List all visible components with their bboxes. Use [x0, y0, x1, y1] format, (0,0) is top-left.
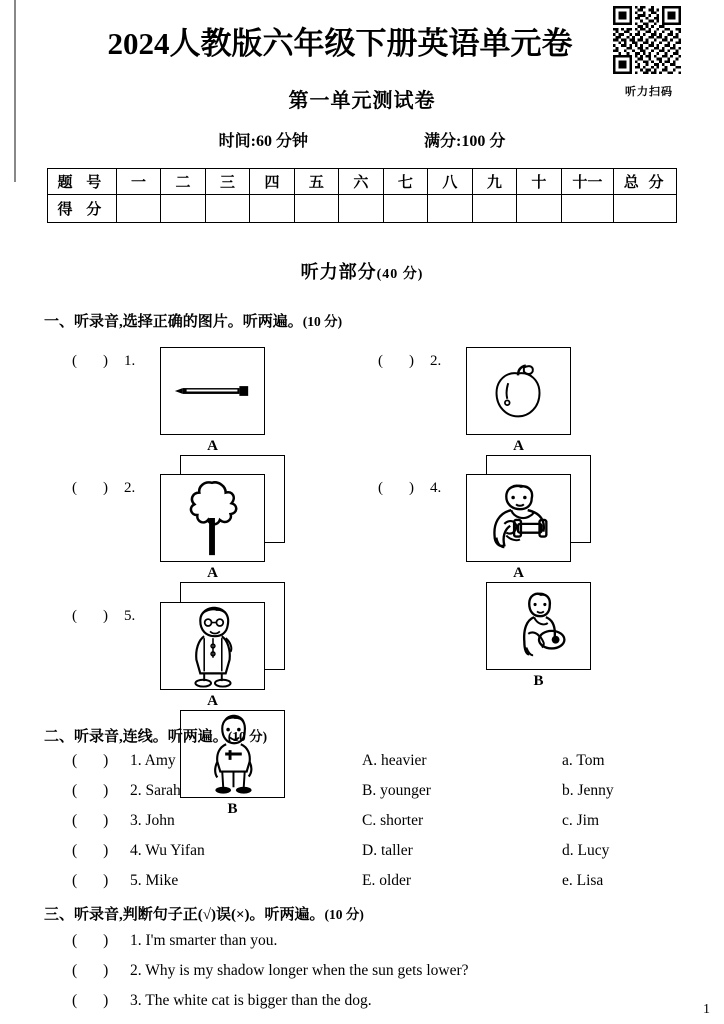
strong-man-icon	[467, 475, 570, 561]
score-cell-9[interactable]	[472, 195, 516, 223]
page-number: 1	[703, 1002, 710, 1017]
option-label-q5-a: A	[207, 693, 218, 709]
option-label-q5-b: B	[227, 801, 238, 817]
option-label-q4-b: B	[533, 673, 544, 689]
score-table-row-label-score: 得 分	[48, 195, 117, 223]
option-label-q1-a: A	[207, 438, 218, 454]
match-left-1: 1. Amy	[130, 752, 176, 769]
long-pencil-icon	[161, 348, 264, 434]
listening-part-title: 听力部分	[300, 262, 377, 282]
time-limit-label: 时间:60 分钟	[218, 133, 308, 150]
picture-frame-q5-a	[160, 602, 265, 690]
score-table-col-total: 总 分	[614, 169, 677, 195]
score-cell-1[interactable]	[116, 195, 160, 223]
score-table-col-8: 八	[428, 169, 472, 195]
picture-frame-q4-a	[466, 474, 571, 562]
judge-text-3: 3. The white cat is bigger than the dog.	[130, 992, 372, 1009]
section-three-points: (10 分)	[324, 907, 364, 922]
question-number-q5: 5.	[124, 608, 136, 624]
picture-frame-q4-b	[486, 582, 591, 670]
match-left-3: 3. John	[130, 812, 175, 829]
picture-frame-q3-a	[160, 474, 265, 562]
boy-icon	[181, 711, 284, 797]
picture-options-q4	[466, 474, 591, 690]
score-cell-5[interactable]	[294, 195, 338, 223]
match-mid-2: B. younger	[362, 782, 431, 799]
option-cell-q1-a[interactable]	[160, 347, 265, 455]
score-table-score-row	[48, 195, 677, 223]
qr-code-label: 听力扫码	[625, 86, 673, 98]
answer-paren-match-3[interactable]: ( )	[72, 812, 109, 829]
match-right-2: b. Jenny	[562, 782, 614, 799]
match-right-4: d. Lucy	[562, 842, 610, 859]
answer-paren-q1[interactable]: ( )	[72, 353, 108, 369]
score-cell-7[interactable]	[383, 195, 427, 223]
answer-paren-match-5[interactable]: ( )	[72, 872, 109, 889]
girl-icon	[161, 603, 264, 689]
option-cell-q2-a[interactable]	[466, 347, 571, 455]
score-table-col-2: 二	[161, 169, 205, 195]
answer-paren-match-2[interactable]: ( )	[72, 782, 109, 799]
judge-text-1: 1. I'm smarter than you.	[130, 932, 278, 949]
score-table-col-7: 七	[383, 169, 427, 195]
picture-frame-q2-a	[466, 347, 571, 435]
picture-frame-q5-b	[180, 710, 285, 798]
option-label-q2-a: A	[513, 438, 524, 454]
option-label-q4-a: A	[513, 565, 524, 581]
answer-paren-judge-3[interactable]: ( )	[72, 992, 109, 1009]
big-apple-icon	[467, 348, 570, 434]
exam-meta-row	[0, 128, 724, 151]
answer-paren-q2[interactable]: ( )	[378, 353, 414, 369]
section-two-heading	[44, 725, 267, 746]
section-three-title: 三、听录音,判断句子正(√)误(×)。听两遍。	[44, 907, 325, 923]
picture-frame-q1-a	[160, 347, 265, 435]
match-left-2: 2. Sarah	[130, 782, 181, 799]
answer-paren-judge-2[interactable]: ( )	[72, 962, 109, 979]
answer-paren-match-4[interactable]: ( )	[72, 842, 109, 859]
total-score-label: 满分:100 分	[424, 133, 506, 150]
section-one-title: 一、听录音,选择正确的图片。听两遍。	[44, 314, 303, 330]
score-table-col-10: 十	[517, 169, 561, 195]
exam-subtitle: 第一单元测试卷	[288, 90, 436, 112]
score-cell-10[interactable]	[517, 195, 561, 223]
section-one-heading	[44, 310, 342, 331]
tall-tree-icon	[161, 475, 264, 561]
page-title: 2024人教版六年级下册英语单元卷	[107, 26, 573, 61]
judge-text-2: 2. Why is my shadow longer when the sun gets lower?	[130, 962, 469, 979]
score-table-col-5: 五	[294, 169, 338, 195]
score-table-col-1: 一	[116, 169, 160, 195]
thin-man-icon	[487, 583, 590, 669]
option-cell-q3-a[interactable]	[160, 474, 265, 582]
score-cell-total[interactable]	[614, 195, 677, 223]
listening-part-points: (40 分)	[376, 267, 424, 282]
question-number-q4: 4.	[430, 480, 442, 496]
option-label-q3-a: A	[207, 565, 218, 581]
match-mid-1: A. heavier	[362, 752, 427, 769]
match-right-3: c. Jim	[562, 812, 600, 829]
section-one-points: (10 分)	[302, 314, 343, 329]
listening-part-heading	[0, 258, 724, 284]
match-right-5: e. Lisa	[562, 872, 604, 889]
section-two-points: (10 分)	[227, 729, 268, 744]
answer-paren-q3[interactable]: ( )	[72, 480, 108, 496]
section-three-heading	[44, 903, 364, 924]
score-cell-8[interactable]	[428, 195, 472, 223]
answer-paren-judge-1[interactable]: ( )	[72, 932, 109, 949]
score-table-row-label: 题 号	[48, 169, 117, 195]
question-number-q3: 2.	[124, 480, 136, 496]
match-right-1: a. Tom	[562, 752, 605, 769]
score-table-col-4: 四	[250, 169, 294, 195]
score-table	[47, 168, 677, 223]
score-table-col-11: 十一	[561, 169, 614, 195]
match-mid-5: E. older	[362, 872, 412, 889]
score-cell-11[interactable]	[561, 195, 614, 223]
match-mid-4: D. taller	[362, 842, 413, 859]
score-cell-3[interactable]	[205, 195, 249, 223]
score-table-col-6: 六	[339, 169, 383, 195]
option-cell-q5-a[interactable]	[160, 602, 265, 710]
match-mid-3: C. shorter	[362, 812, 424, 829]
question-number-q1: 1.	[124, 353, 136, 369]
section-two-title: 二、听录音,连线。听两遍。	[44, 729, 228, 745]
answer-paren-match-1[interactable]: ( )	[72, 752, 109, 769]
option-cell-q4-b[interactable]	[486, 582, 591, 690]
score-table-col-3: 三	[205, 169, 249, 195]
score-cell-4[interactable]	[250, 195, 294, 223]
answer-paren-q5[interactable]: ( )	[72, 608, 108, 624]
answer-paren-q4[interactable]: ( )	[378, 480, 414, 496]
score-cell-2[interactable]	[161, 195, 205, 223]
qr-code-icon[interactable]	[613, 6, 681, 74]
score-table-header-row	[48, 169, 677, 195]
match-left-5: 5. Mike	[130, 872, 179, 889]
option-cell-q4-a[interactable]	[466, 474, 571, 582]
question-number-q2: 2.	[430, 353, 442, 369]
score-cell-6[interactable]	[339, 195, 383, 223]
match-left-4: 4. Wu Yifan	[130, 842, 205, 859]
score-table-col-9: 九	[472, 169, 516, 195]
